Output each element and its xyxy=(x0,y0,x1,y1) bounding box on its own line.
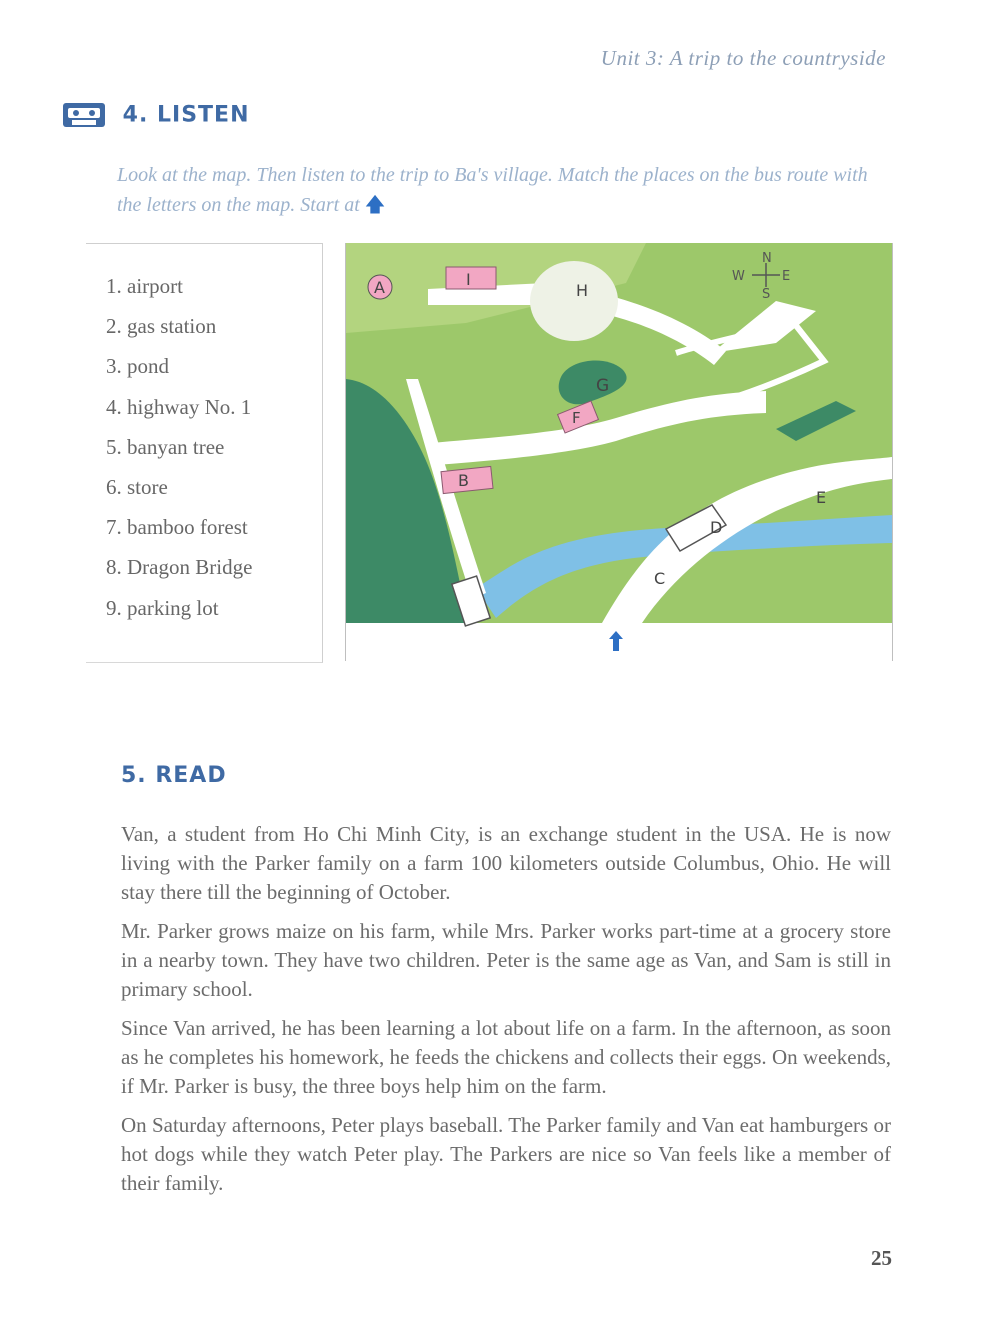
place-item: 6. store xyxy=(106,475,168,500)
letter-f: F xyxy=(572,409,581,427)
compass-s: S xyxy=(762,287,771,302)
reading-passage xyxy=(121,820,891,1208)
letter-d: D xyxy=(710,518,723,537)
reading-paragraph: Since Van arrived, he has been learning a lot about life on a farm. In the afternoon, as soon as he completes his homework, he feeds the chickens and collects their eggs. On weekends, if Mr. Parker is busy, the three boys help him on the farm. xyxy=(121,1016,891,1098)
place-item: 2. gas station xyxy=(106,314,217,339)
letter-e: E xyxy=(816,488,827,507)
letter-h: H xyxy=(576,281,589,300)
compass-w: W xyxy=(732,269,745,284)
place-item: 9. parking lot xyxy=(106,595,219,620)
letter-a: A xyxy=(374,278,385,297)
letter-c: C xyxy=(654,569,666,588)
letter-i: I xyxy=(466,270,471,289)
letter-g: G xyxy=(596,376,610,396)
compass-n: N xyxy=(762,251,772,266)
instruction-text: Look at the map. Then listen to the trip to Ba's village. Match the places on the bus route with the letters on the map. Start at xyxy=(117,164,868,216)
unit-header: Unit 3: A trip to the countryside xyxy=(600,46,886,70)
letter-b: B xyxy=(458,471,469,490)
listen-title-text: 4. LISTEN xyxy=(122,102,250,128)
read-section-title: 5. READ xyxy=(121,763,227,788)
places-list xyxy=(86,244,322,628)
listen-section-title xyxy=(62,102,250,128)
map-start-arrow-icon xyxy=(609,631,623,651)
map-canvas xyxy=(346,243,892,661)
reading-paragraph: Mr. Parker grows maize on his farm, while Mrs. Parker works part-time at a grocery store in a nearby town. They have two children. Peter is the same age as Van, and Sam is still in primary school. xyxy=(121,919,891,1001)
place-item: 3. pond xyxy=(106,354,169,379)
page-number: 25 xyxy=(871,1246,892,1270)
start-arrow-icon: 🡅 xyxy=(364,194,386,216)
building-i xyxy=(446,267,496,289)
place-item: 7. bamboo forest xyxy=(106,515,248,540)
cassette-icon xyxy=(62,102,106,128)
compass-e: E xyxy=(782,269,791,284)
places-box xyxy=(86,243,323,663)
listen-instruction xyxy=(117,160,897,220)
h-area xyxy=(530,261,618,341)
village-map xyxy=(345,243,893,661)
place-item: 1. airport xyxy=(106,274,183,298)
reading-paragraph: On Saturday afternoons, Peter plays baseball. The Parker family and Van eat hamburgers or hot dogs while they watch Peter play. The Parkers are nice so Van feels like a member of their family. xyxy=(121,1113,891,1195)
place-item: 5. banyan tree xyxy=(106,434,225,459)
place-item: 8. Dragon Bridge xyxy=(106,555,253,580)
place-item: 4. highway No. 1 xyxy=(106,394,252,419)
reading-paragraph: Van, a student from Ho Chi Minh City, is an exchange student in the USA. He is now living with the Parker family on a farm 100 kilometers outside Columbus, Ohio. He will stay there till the beginning of October. xyxy=(121,822,891,904)
